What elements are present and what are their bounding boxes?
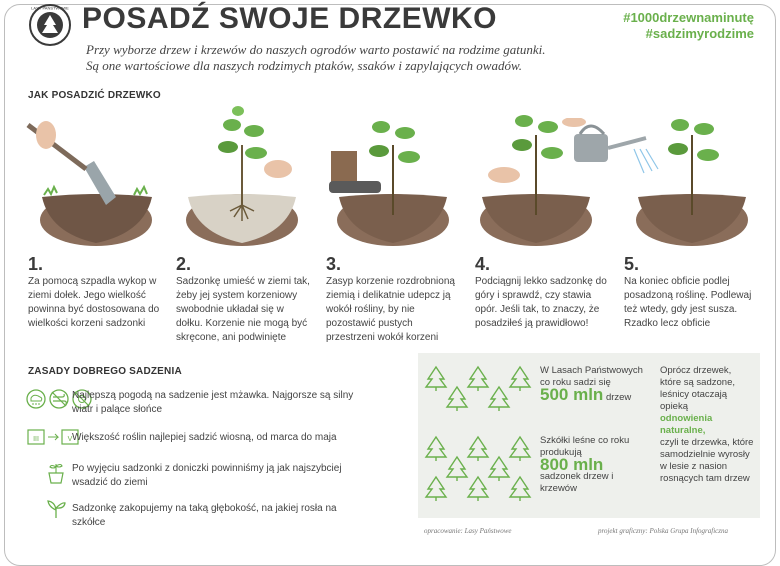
intro-text: Przy wyborze drzew i krzewów do naszych ogrodów warto postawić na rodzime gatunki. Są one wartościowe dla naszych rodzimych ptaków, ssaków i zapylających owadów. (86, 42, 546, 73)
page-title: POSADŹ SWOJE DRZEWKO (82, 2, 498, 35)
pot-icon (46, 461, 66, 485)
how-to-heading: JAK POSADZIĆ DRZEWKO (28, 90, 161, 101)
drizzle-icon (26, 389, 46, 409)
footer-credit: opracowanie: Lasy Państwowe (424, 527, 512, 535)
step-3-text: Zasyp korzenie rozdrobnioną ziemią i delikatnie udepcz ją wokół rośliny, by nie pozostawić pustych przestrzeni wokół korzeni (326, 276, 455, 343)
lasy-panstwowe-logo (28, 3, 72, 47)
stat-nurseries-value: 800 mln (540, 455, 604, 474)
step-2-illustration (176, 105, 316, 250)
rules-heading: ZASADY DOBREGO SADZENIA (28, 366, 182, 377)
hashtag-native: #sadzimyrodzime (645, 26, 754, 41)
step-3-number: 3. (326, 254, 342, 274)
seedling-icon (45, 498, 67, 520)
svg-text:LASY PAŃSTWOWE: LASY PAŃSTWOWE (31, 5, 69, 11)
step-5-number: 5. (624, 254, 640, 274)
step-1-illustration (24, 105, 164, 250)
step-2-text: Sadzonkę umieść w ziemi tak, żeby jej system korzeniowy swobodnie układał się w dołku. Korzenie nie mogą być skręcone, ani podwinięte (176, 276, 310, 343)
step-3-illustration (325, 105, 465, 250)
svg-text:III: III (33, 436, 39, 443)
rule-weather-text: Najlepszą pogodą na sadzenie jest mżawka. Najgorsze są silny wiatr i palące słońce (72, 390, 354, 415)
rule-pot-text: Po wyjęciu sadzonki z doniczki powinniśmy ją jak najszybciej wsadzić do ziemi (72, 463, 342, 488)
step-4-number: 4. (475, 254, 491, 274)
footer-design: projekt graficzny: Polska Grupa Infograficzna (598, 527, 729, 535)
step-1-number: 1. (28, 254, 44, 274)
watering-can-icon (560, 118, 656, 178)
stat-natural-regeneration: Oprócz drzewek, które są sadzone, leśnicy otaczają opieką odnowienia naturalne, czyli te drzewka, które samodzielnie wyrosły w lesie z nasion rosnących tam drzew (660, 365, 754, 484)
boot-icon (331, 151, 357, 185)
rule-season-text: Większość roślin najlepiej sadzić wiosną, od marca do maja (72, 432, 337, 443)
step-2-number: 2. (176, 254, 192, 274)
step-1-text: Za pomocą szpadla wykop w ziemi dołek. Jego wielkość powinna być dostosowana do wielkości korzeni sadzonki (28, 276, 160, 329)
tree-icons (424, 365, 536, 505)
wind-icon (49, 389, 69, 409)
rule-depth-text: Sadzonkę zakopujemy na taką głębokość, na jakiej rosła na szkółce (72, 503, 337, 528)
step-4-text: Podciągnij lekko sadzonkę do góry i sprawdź, czy stawia opór. Jeśli tak, to znaczy, że posadziłeś ją prawidłowo! (475, 276, 607, 329)
step-5-text: Na koniec obficie podlej posadzoną roślinę. Podlewaj też wtedy, gdy jest susza. Rzadko lecz obficie (624, 276, 752, 329)
hashtag-trees: #1000drzewnaminutę (623, 10, 754, 25)
stat-planting: W Lasach Państwowych co roku sadzi się 500 mln drzew (540, 365, 643, 404)
hashtags (623, 10, 754, 42)
stats-panel (418, 353, 760, 518)
stat-nurseries: Szkółki leśne co roku produkują 800 mln sadzonek drzew i krzewów (540, 435, 648, 495)
stat-planting-value: 500 mln (540, 385, 604, 404)
svg-text:V: V (67, 436, 73, 443)
